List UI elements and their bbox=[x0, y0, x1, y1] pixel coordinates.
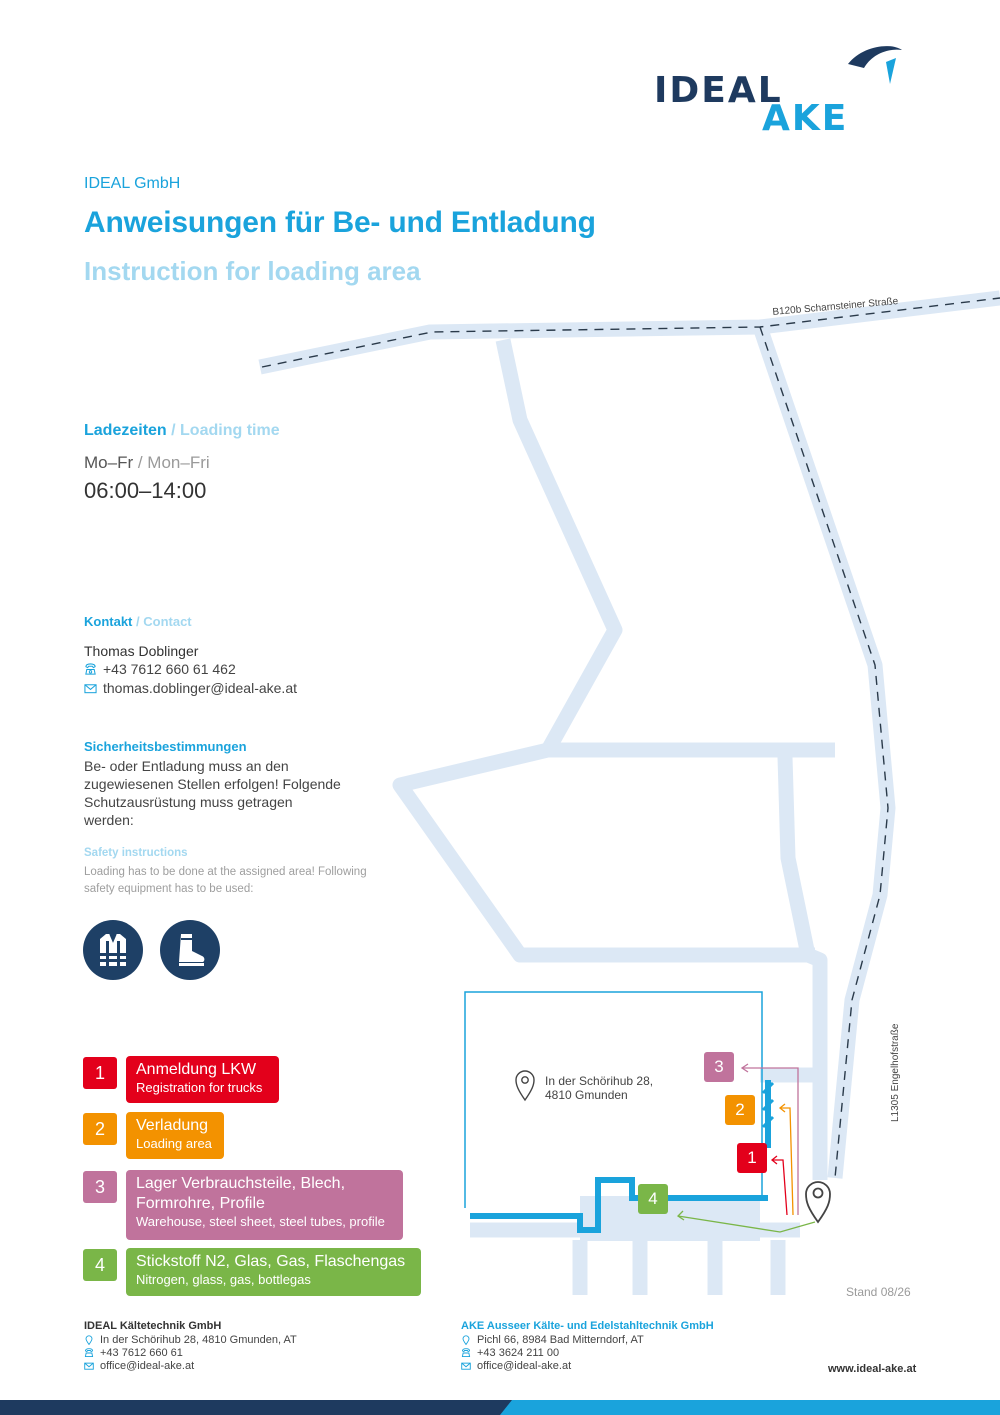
site-address-line1: In der Schörihub 28, bbox=[545, 1074, 654, 1088]
footer-left-address-row bbox=[84, 1334, 297, 1346]
contact-email[interactable]: thomas.doblinger@ideal-ake.at bbox=[103, 680, 297, 696]
location-pin-icon bbox=[516, 1071, 534, 1100]
footer-right-address-row bbox=[461, 1334, 714, 1346]
legend-label-en: Loading area bbox=[136, 1136, 212, 1151]
page-title: Anweisungen für Be- und Entladung bbox=[84, 206, 596, 239]
map-marker-2: 2 bbox=[725, 1095, 755, 1125]
footer-left-address: In der Schörihub 28, 4810 Gmunden, AT bbox=[100, 1334, 297, 1346]
company-name: IDEAL GmbH bbox=[84, 175, 181, 192]
mail-icon bbox=[84, 682, 97, 695]
phone-icon bbox=[84, 1348, 94, 1358]
road-b120b bbox=[260, 298, 1000, 367]
days-separator: / bbox=[133, 453, 148, 472]
footer-right-address: Pichl 66, 8984 Bad Mitterndorf, AT bbox=[477, 1334, 644, 1346]
heading-separator: / bbox=[166, 422, 181, 439]
footer-left-email[interactable]: office@ideal-ake.at bbox=[100, 1360, 195, 1372]
location-pin-icon bbox=[84, 1335, 94, 1345]
site-address-line2: 4810 Gmunden bbox=[545, 1088, 628, 1102]
legend-item-4 bbox=[126, 1248, 421, 1296]
map-marker-1: 1 bbox=[737, 1143, 767, 1173]
logo-wing-icon bbox=[886, 58, 896, 84]
route-1 bbox=[772, 1160, 787, 1215]
location-pin-icon bbox=[461, 1335, 471, 1345]
site-address bbox=[545, 1074, 653, 1102]
legend-label-de: Verladung bbox=[136, 1117, 209, 1134]
page-subtitle: Instruction for loading area bbox=[84, 256, 421, 286]
legend-label-en: Registration for trucks bbox=[136, 1080, 263, 1095]
footer-right bbox=[461, 1320, 714, 1372]
contact-heading-de: Kontakt bbox=[84, 614, 133, 629]
footer-bar bbox=[0, 1400, 1000, 1415]
legend-item-2 bbox=[126, 1112, 224, 1159]
revision-stamp: Stand 08/26 bbox=[846, 1285, 911, 1299]
yard-area bbox=[580, 1196, 760, 1241]
mail-icon bbox=[461, 1361, 471, 1371]
legend-number-2: 2 bbox=[83, 1113, 117, 1145]
route-2 bbox=[780, 1108, 793, 1215]
footer-left-company: IDEAL Kältetechnik GmbH bbox=[84, 1320, 222, 1332]
phone-icon bbox=[461, 1348, 471, 1358]
contact-phone-row bbox=[84, 661, 236, 677]
contact-email-row bbox=[84, 680, 297, 696]
legend-item-3 bbox=[126, 1170, 403, 1240]
legend-number-1: 1 bbox=[83, 1057, 117, 1089]
footer-right-email[interactable]: office@ideal-ake.at bbox=[477, 1360, 572, 1372]
legend-label-de: Stickstoff N2, Glas, Gas, Flaschengas bbox=[136, 1253, 406, 1270]
safety-heading-en: Safety instructions bbox=[84, 847, 188, 859]
gate-label: 2 bbox=[765, 1088, 771, 1098]
footer-left-email-row bbox=[84, 1360, 297, 1372]
legend-item-1 bbox=[126, 1056, 279, 1103]
safety-text-de: Be- oder Entladung muss an den zugewiesenen Stellen erfolgen! Folgende Schutzausrüstung muss getragen werden: bbox=[84, 758, 341, 828]
location-pin-icon bbox=[806, 1182, 830, 1222]
access-road bbox=[400, 750, 815, 955]
footer-right-company: AKE Ausseer Kälte- und Edelstahltechnik GmbH bbox=[461, 1320, 714, 1332]
contact-heading bbox=[84, 614, 192, 629]
legend-number-3: 3 bbox=[83, 1171, 117, 1203]
safety-boot-icon bbox=[160, 920, 220, 980]
road-label-b120b: B120b Scharnsteiner Straße bbox=[772, 296, 899, 318]
contact-heading-en: Contact bbox=[143, 614, 192, 629]
footer-left-phone[interactable]: +43 7612 660 61 bbox=[100, 1347, 183, 1359]
loading-time-heading bbox=[84, 422, 280, 440]
loading-time-heading-en: Loading time bbox=[180, 422, 280, 439]
legend-label-en: Nitrogen, glass, gas, bottlegas bbox=[136, 1272, 311, 1287]
road-label-l1305: L1305 Engelhofstraße bbox=[890, 1023, 901, 1122]
footer-left-phone-row bbox=[84, 1347, 297, 1359]
website-link[interactable]: www.ideal-ake.at bbox=[828, 1363, 917, 1375]
loading-time-heading-de: Ladezeiten bbox=[84, 422, 167, 439]
phone-icon bbox=[84, 663, 97, 676]
safety-heading: Sicherheitsbestimmungen bbox=[84, 739, 247, 754]
contact-phone[interactable]: +43 7612 660 61 462 bbox=[103, 661, 236, 677]
loading-days-en: Mon–Fri bbox=[147, 453, 210, 472]
footer-right-phone[interactable]: +43 3624 211 00 bbox=[477, 1347, 560, 1359]
map-marker-3: 3 bbox=[704, 1052, 734, 1082]
company-logo bbox=[650, 40, 920, 136]
safety-text-en: Loading has to be done at the assigned area! Following safety equipment has to be used: bbox=[84, 866, 367, 895]
logo-bottom-word: AKE bbox=[762, 98, 849, 136]
footer-right-email-row bbox=[461, 1360, 714, 1372]
loading-hours: 06:00–14:00 bbox=[84, 478, 207, 503]
contact-name: Thomas Doblinger bbox=[84, 643, 199, 659]
loading-days-de: Mo–Fr bbox=[84, 453, 134, 472]
safety-vest-icon bbox=[83, 920, 143, 980]
logo-top-word: IDEAL bbox=[654, 70, 783, 111]
legend-number-4: 4 bbox=[83, 1249, 117, 1281]
footer-right-phone-row bbox=[461, 1347, 714, 1359]
contact-heading-separator: / bbox=[132, 614, 144, 629]
mail-icon bbox=[84, 1361, 94, 1371]
gate-label: 1 bbox=[765, 1108, 771, 1118]
legend-label-de: Anmeldung LKW bbox=[136, 1061, 257, 1078]
legend-label-de: Lager Verbrauchsteile, Blech, Formrohre, Profile bbox=[136, 1175, 346, 1212]
map-marker-4: 4 bbox=[638, 1184, 668, 1214]
loading-days bbox=[84, 453, 210, 473]
legend-label-en: Warehouse, steel sheet, steel tubes, profile bbox=[136, 1214, 385, 1229]
footer-left bbox=[84, 1320, 297, 1372]
